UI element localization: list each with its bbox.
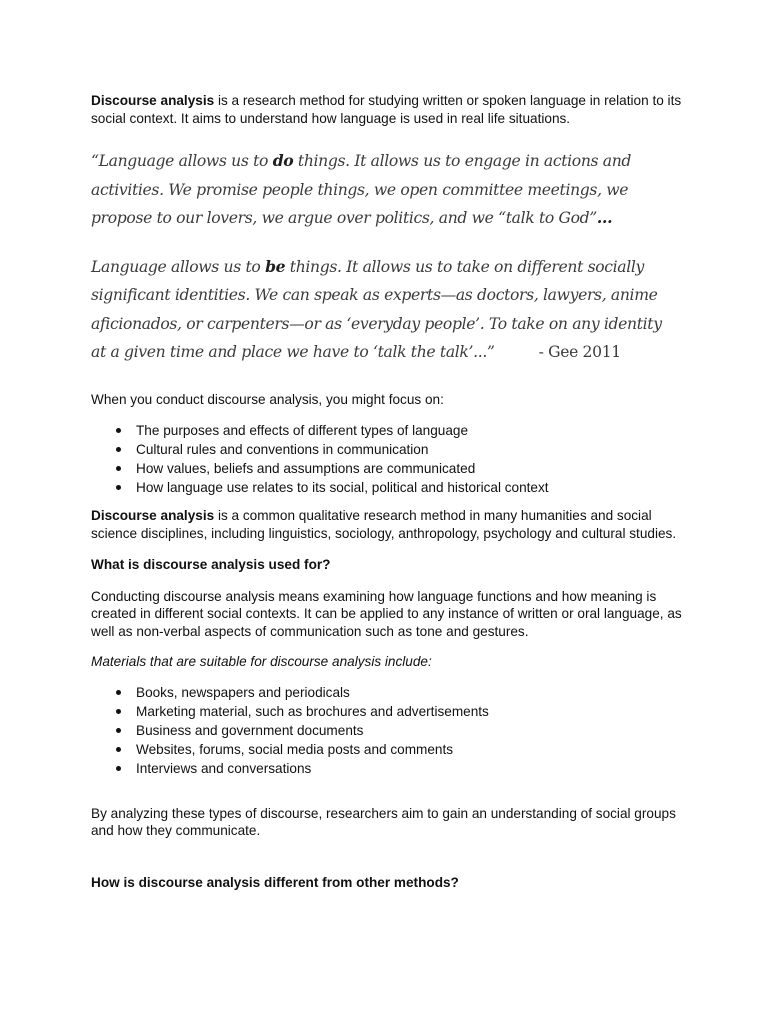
list-item: Websites, forums, social media posts and comments bbox=[91, 740, 691, 759]
intro-text: is a research method for studying written or spoken language in relation to its social context. It aims to understand how language is used in real life situations. bbox=[91, 93, 682, 126]
quote-p1-text-a: “Language allows us to bbox=[91, 152, 273, 170]
list-item: Books, newspapers and periodicals bbox=[91, 683, 691, 702]
quote-p2-text-a: Language allows us to bbox=[91, 257, 266, 276]
document-page bbox=[91, 92, 691, 891]
materials-lead: Materials that are suitable for discourse analysis include: bbox=[91, 654, 432, 669]
list-item: The purposes and effects of different types of language bbox=[91, 421, 691, 440]
materials-list bbox=[91, 683, 691, 778]
quote-p1-ellipsis: ... bbox=[596, 208, 613, 227]
quote-paragraph-1 bbox=[91, 147, 681, 233]
quote-p1-emphasis: do bbox=[272, 151, 294, 170]
list-item: Business and government documents bbox=[91, 721, 691, 740]
list-item: How language use relates to its social, political and historical context bbox=[91, 478, 691, 497]
focus-lead: When you conduct discourse analysis, you might focus on: bbox=[91, 391, 444, 407]
list-item: Cultural rules and conventions in communication bbox=[91, 440, 691, 459]
list-item: How values, beliefs and assumptions are communicated bbox=[91, 459, 691, 478]
analyzing-paragraph: By analyzing these types of discourse, researchers aim to gain an understanding of social groups and how they communicate. bbox=[91, 805, 676, 838]
quote-paragraph-2 bbox=[91, 253, 681, 367]
common-text: is a common qualitative research method in many humanities and social science disciplines, including linguistics, sociology, anthropology, psychology and cultural studies. bbox=[91, 508, 677, 541]
gee-quote bbox=[91, 147, 681, 367]
list-item: Interviews and conversations bbox=[91, 759, 691, 778]
common-term: Discourse analysis bbox=[91, 508, 215, 523]
quote-p2-text-b: things. It allows us to take on different socially significant identities. We can speak as experts—as doctors, lawyers, anime aficionados, or carpenters—or as ‘everyday people’. To take on any identity at a given time and place we have to ‘talk the talk’...” bbox=[91, 257, 662, 361]
used-for-paragraph: Conducting discourse analysis means examining how language functions and how meaning is created in different social contexts. It can be applied to any instance of written or oral language, as well as non-verbal aspects of communication such as tone and gestures. bbox=[91, 588, 682, 639]
different-heading: How is discourse analysis different from other methods? bbox=[91, 874, 459, 890]
used-for-heading: What is discourse analysis used for? bbox=[91, 557, 331, 572]
list-item: Marketing material, such as brochures and advertisements bbox=[91, 702, 691, 721]
quote-p1-text-b: things. It allows us to engage in actions and activities. We promise people things, we open committee meetings, we propose to our lovers, we argue over politics, and we “talk to God” bbox=[91, 152, 632, 227]
quote-p2-emphasis: be bbox=[265, 256, 286, 276]
common-paragraph bbox=[91, 507, 691, 542]
intro-term: Discourse analysis bbox=[91, 93, 215, 108]
intro-paragraph bbox=[91, 92, 691, 127]
quote-citation: - Gee 2011 bbox=[538, 343, 621, 361]
focus-list bbox=[91, 421, 691, 497]
